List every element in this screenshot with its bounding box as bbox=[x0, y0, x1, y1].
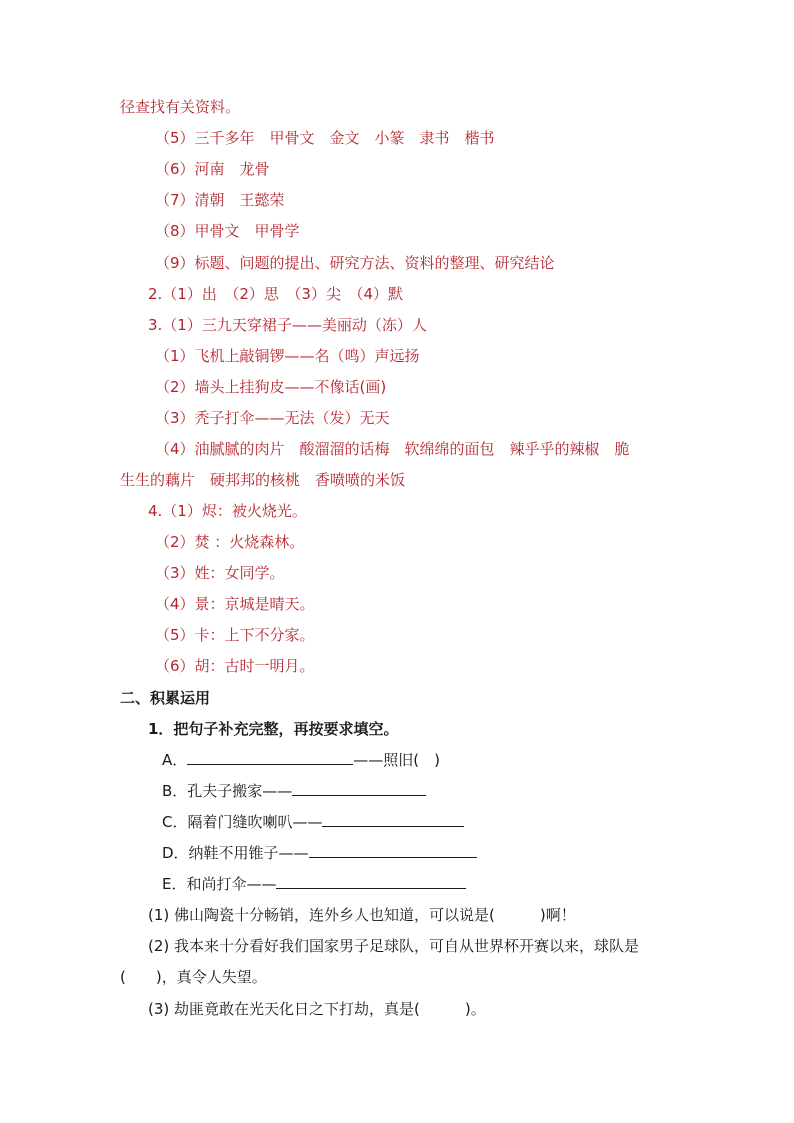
answer-7: （7）清朝 王懿荣 bbox=[155, 191, 285, 209]
answer-q2: 2.（1）出 （2）思 （3）尖 （4）默 bbox=[148, 285, 403, 303]
option-b bbox=[162, 780, 426, 802]
answer-8: （8）甲骨文 甲骨学 bbox=[155, 222, 300, 240]
sentence-2-line-1: (2) 我本来十分看好我们国家男子足球队，可自从世界杯开赛以来，球队是 bbox=[148, 937, 640, 955]
option-e-blank[interactable] bbox=[276, 873, 466, 889]
sentence-1: (1) 佛山陶瓷十分畅销，连外乡人也知道，可以说是( )啊！ bbox=[148, 906, 576, 924]
answer-q4-2: （2）焚 ：火烧森林。 bbox=[155, 533, 305, 551]
option-c-blank[interactable] bbox=[322, 811, 464, 827]
answer-6: （6）河南 龙骨 bbox=[155, 160, 270, 178]
option-c bbox=[162, 811, 464, 833]
answer-continuation: 径查找有关资料。 bbox=[120, 98, 241, 116]
answer-q4-6: （6）胡：古时一明月。 bbox=[155, 657, 315, 675]
answer-q3-2: （1）飞机上敲铜锣——名（鸣）声远扬 bbox=[155, 347, 420, 365]
answer-q4-3: （3）姓：女同学。 bbox=[155, 564, 285, 582]
option-c-label: C．隔着门缝吹喇叭—— bbox=[162, 813, 323, 831]
answer-q3-1: 3.（1）三九天穿裙子——美丽动（冻）人 bbox=[148, 316, 427, 334]
sentence-2-line-2: ( )，真令人失望。 bbox=[120, 968, 267, 986]
option-e bbox=[162, 873, 466, 895]
option-b-blank[interactable] bbox=[292, 780, 426, 796]
option-d-blank[interactable] bbox=[309, 842, 477, 858]
option-a-suffix: ——照旧( ) bbox=[353, 751, 440, 769]
option-a bbox=[162, 749, 440, 771]
answer-q3-6: 生生的藕片 硬邦邦的核桃 香喷喷的米饭 bbox=[120, 471, 406, 489]
question-1-title: 1．把句子补充完整，再按要求填空。 bbox=[148, 720, 399, 738]
answer-q4-1: 4.（1）烬：被火烧光。 bbox=[148, 502, 307, 520]
option-a-prefix: A． bbox=[162, 751, 188, 769]
sentence-3: (3) 劫匪竟敢在光天化日之下打劫，真是( )。 bbox=[148, 1000, 486, 1018]
option-d bbox=[162, 842, 477, 864]
answer-q4-5: （5）卡：上下不分家。 bbox=[155, 626, 315, 644]
answer-9: （9）标题、问题的提出、研究方法、资料的整理、研究结论 bbox=[155, 254, 555, 272]
answer-q3-4: （3）秃子打伞——无法（发）无天 bbox=[155, 409, 390, 427]
section-heading: 二、积累运用 bbox=[120, 689, 211, 707]
option-a-blank[interactable] bbox=[187, 749, 353, 765]
option-d-label: D．纳鞋不用锥子—— bbox=[162, 844, 309, 862]
answer-q4-4: （4）景：京城是晴天。 bbox=[155, 595, 315, 613]
answer-q3-3: （2）墙头上挂狗皮——不像话(画) bbox=[155, 378, 387, 396]
answer-q3-5: （4）油腻腻的肉片 酸溜溜的话梅 软绵绵的面包 辣乎乎的辣椒 脆 bbox=[155, 440, 630, 458]
option-e-label: E．和尚打伞—— bbox=[162, 875, 277, 893]
option-b-label: B．孔夫子搬家—— bbox=[162, 782, 293, 800]
answer-5: （5）三千多年 甲骨文 金文 小篆 隶书 楷书 bbox=[155, 129, 495, 147]
